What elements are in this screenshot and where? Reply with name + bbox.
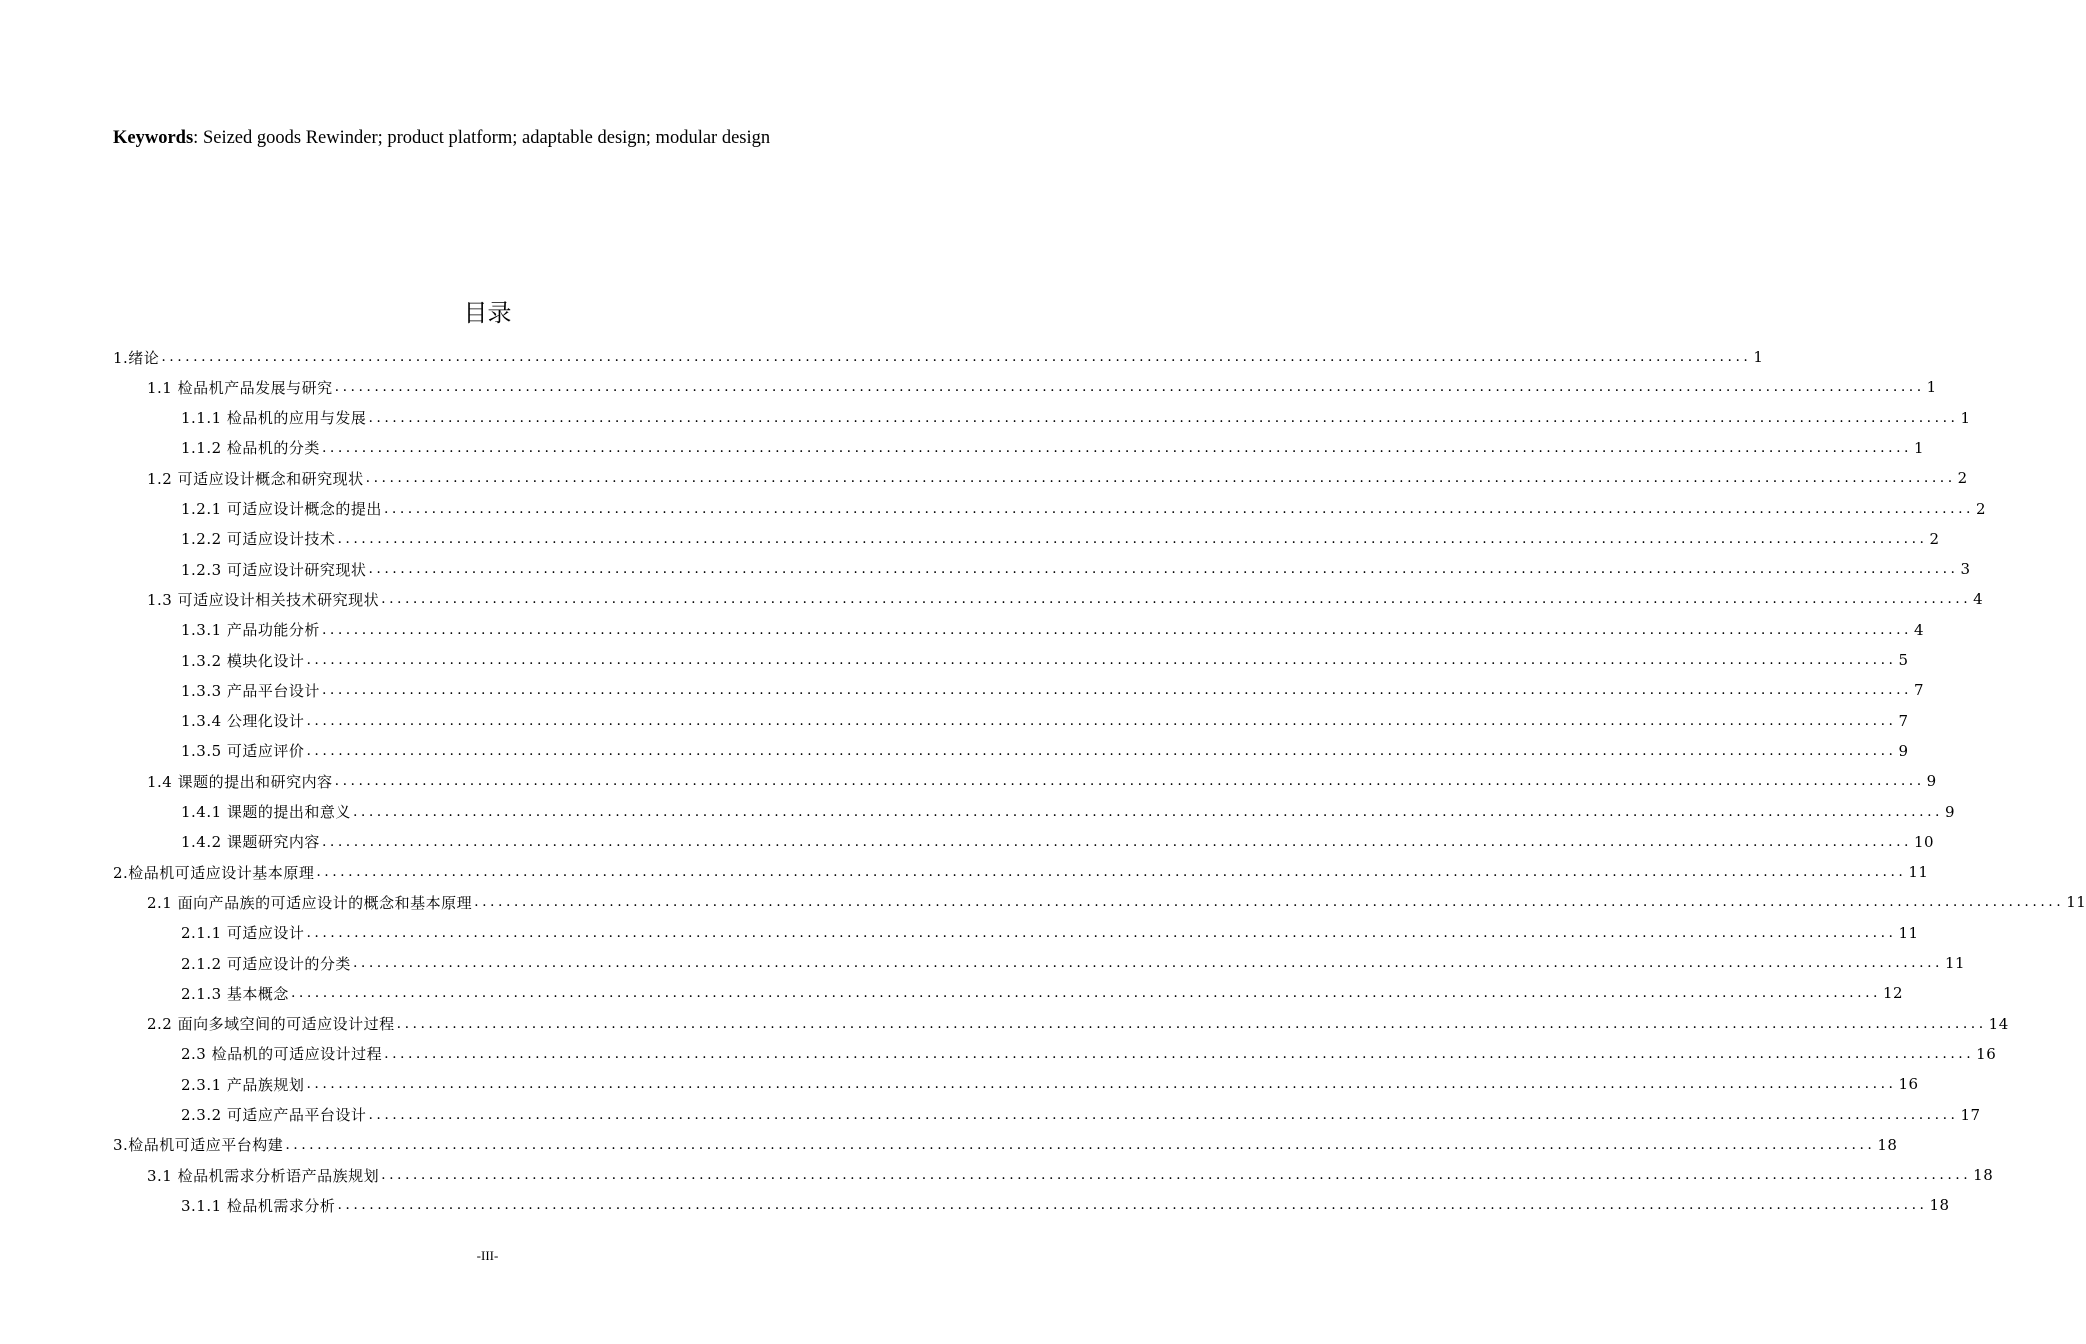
toc-dot-leader: ........................................................................................................................................................................................................ bbox=[381, 1167, 1972, 1184]
toc-entry[interactable] bbox=[181, 433, 1925, 463]
toc-entry-title: 1.3.3 产品平台设计 bbox=[181, 681, 320, 700]
toc-entry[interactable] bbox=[181, 978, 1904, 1008]
toc-entry[interactable] bbox=[147, 1160, 1994, 1190]
toc-dot-leader: ........................................................................................................................................................................................................ bbox=[384, 1045, 1975, 1062]
toc-dot-leader: ........................................................................................................................................................................................................ bbox=[161, 349, 1752, 365]
toc-entry-page: 17 bbox=[1960, 1105, 1981, 1124]
toc-entry[interactable] bbox=[181, 494, 1987, 524]
toc-entry-page: 2 bbox=[1957, 469, 1968, 488]
page-number: -III- bbox=[476, 1248, 499, 1263]
toc-entry-title: 1.绪论 bbox=[113, 348, 160, 367]
toc-entry-page: 5 bbox=[1898, 651, 1909, 669]
toc-entry-page: 9 bbox=[1944, 802, 1956, 821]
toc-entry-page: 7 bbox=[1898, 711, 1909, 730]
toc-entry-title: 1.2 可适应设计概念和研究现状 bbox=[147, 469, 364, 488]
toc-entry-page: 11 bbox=[1908, 863, 1929, 882]
toc-entry-title: 2.3.1 产品族规划 bbox=[181, 1075, 305, 1094]
toc-entry-page: 16 bbox=[1976, 1044, 1997, 1063]
toc-entry-page: 9 bbox=[1926, 772, 1937, 791]
toc-entry-title: 1.1 检品机产品发展与研究 bbox=[147, 378, 333, 397]
toc-entry[interactable] bbox=[147, 372, 1937, 402]
toc-entry-title: 2.1 面向产品族的可适应设计的概念和基本原理 bbox=[147, 893, 473, 912]
toc-entry-page: 18 bbox=[1877, 1135, 1898, 1154]
toc-dot-leader: ........................................................................................................................................................................................................ bbox=[352, 955, 1943, 971]
toc-entry-page: 12 bbox=[1882, 984, 1904, 1003]
toc-dot-leader: ........................................................................................................................................................................................................ bbox=[334, 379, 1925, 396]
toc-entry[interactable] bbox=[181, 524, 1940, 554]
toc-dot-leader: ........................................................................................................................................................................................................ bbox=[352, 803, 1943, 820]
toc-entry-page: 16 bbox=[1898, 1075, 1919, 1094]
toc-entry-title: 2.3 检品机的可适应设计过程 bbox=[181, 1045, 383, 1064]
toc-dot-leader: ........................................................................................................................................................................................................ bbox=[368, 561, 1959, 578]
toc-dot-leader: ........................................................................................................................................................................................................ bbox=[337, 530, 1928, 547]
toc-dot-leader: ........................................................................................................................................................................................................ bbox=[285, 1136, 1876, 1153]
keywords-text: Seized goods Rewinder; product platform; adaptable design; modular design bbox=[198, 128, 771, 148]
toc-entry[interactable] bbox=[181, 554, 1971, 584]
keywords-line bbox=[113, 128, 770, 149]
toc-entry[interactable] bbox=[181, 827, 1935, 857]
toc-entry-title: 1.3.1 产品功能分析 bbox=[181, 621, 320, 640]
toc-entry[interactable] bbox=[113, 857, 1929, 887]
toc-entry-page: 4 bbox=[1913, 620, 1925, 639]
toc-entry[interactable] bbox=[147, 887, 2086, 917]
toc-entry-title: 1.2.1 可适应设计概念的提出 bbox=[181, 500, 382, 518]
toc-entry-page: 2 bbox=[1975, 499, 1987, 518]
toc-entry[interactable] bbox=[181, 645, 1909, 675]
toc-dot-leader: ........................................................................................................................................................................................................ bbox=[337, 1197, 1928, 1214]
toc-entry-title: 1.4 课题的提出和研究内容 bbox=[147, 772, 333, 791]
toc-entry-title: 2.1.1 可适应设计 bbox=[181, 924, 305, 943]
toc-entry[interactable] bbox=[181, 948, 1966, 978]
toc-entry[interactable] bbox=[181, 706, 1909, 736]
toc-entry[interactable] bbox=[147, 584, 1984, 614]
toc-entry-page: 11 bbox=[1944, 954, 1966, 972]
toc-entry-title: 1.3 可适应设计相关技术研究现状 bbox=[147, 590, 380, 609]
toc-dot-leader: ........................................................................................................................................................................................................ bbox=[306, 652, 1897, 668]
keywords-label: Keywords bbox=[113, 128, 194, 148]
toc-dot-leader: ........................................................................................................................................................................................................ bbox=[334, 773, 1925, 790]
toc-entry[interactable] bbox=[113, 342, 1764, 372]
toc-dot-leader: ........................................................................................................................................................................................................ bbox=[381, 591, 1972, 608]
toc-dot-leader: ........................................................................................................................................................................................................ bbox=[365, 470, 1956, 487]
toc-dot-leader: ........................................................................................................................................................................................................ bbox=[368, 1106, 1959, 1123]
toc-entry-page: 7 bbox=[1913, 681, 1925, 700]
toc-entry-page: 1 bbox=[1913, 438, 1925, 457]
toc-entry[interactable] bbox=[113, 1130, 1898, 1160]
toc-dot-leader: ........................................................................................................................................................................................................ bbox=[321, 439, 1912, 456]
toc-entry-title: 1.1.1 检品机的应用与发展 bbox=[181, 409, 367, 428]
toc-dot-leader: ........................................................................................................................................................................................................ bbox=[306, 1076, 1897, 1093]
toc-entry-title: 3.1.1 检品机需求分析 bbox=[181, 1196, 336, 1215]
toc-entry-page: 10 bbox=[1913, 832, 1935, 851]
toc-entry[interactable] bbox=[147, 463, 1968, 493]
toc-entry-page: 1 bbox=[1960, 408, 1971, 427]
toc-dot-leader: ........................................................................................................................................................................................................ bbox=[368, 409, 1959, 426]
toc-entry-title: 1.3.5 可适应评价 bbox=[181, 742, 305, 761]
toc-entry-title: 1.4.2 课题研究内容 bbox=[181, 833, 320, 852]
toc-entry-title: 2.3.2 可适应产品平台设计 bbox=[181, 1106, 367, 1124]
toc-entry-title: 2.1.3 基本概念 bbox=[181, 984, 289, 1003]
toc-entry[interactable] bbox=[181, 736, 1909, 766]
toc-dot-leader: ........................................................................................................................................................................................................ bbox=[290, 985, 1881, 1002]
toc-entry-title: 1.3.2 模块化设计 bbox=[181, 651, 305, 670]
keywords-separator: : bbox=[193, 128, 199, 148]
toc-entry[interactable] bbox=[181, 918, 1919, 948]
toc-entry-page: 11 bbox=[1898, 923, 1919, 942]
toc-entry-title: 2.2 面向多域空间的可适应设计过程 bbox=[147, 1015, 395, 1034]
toc-entry[interactable] bbox=[181, 1039, 1997, 1069]
toc-entry-page: 1 bbox=[1753, 348, 1764, 366]
toc-dot-leader: ........................................................................................................................................................................................................ bbox=[321, 682, 1912, 699]
toc-entry-title: 2.1.2 可适应设计的分类 bbox=[181, 954, 351, 973]
toc-entry[interactable] bbox=[181, 675, 1925, 705]
toc-dot-leader: ........................................................................................................................................................................................................ bbox=[321, 833, 1912, 850]
toc-dot-leader: ........................................................................................................................................................................................................ bbox=[316, 864, 1907, 881]
toc-entry-title: 3.检品机可适应平台构建 bbox=[113, 1136, 284, 1155]
toc-entry[interactable] bbox=[147, 1009, 2009, 1039]
toc-title: 目录 bbox=[463, 299, 512, 327]
toc-dot-leader: ........................................................................................................................................................................................................ bbox=[306, 742, 1897, 759]
toc-dot-leader: ........................................................................................................................................................................................................ bbox=[306, 712, 1897, 729]
toc-entry-title: 1.3.4 公理化设计 bbox=[181, 712, 305, 731]
toc-entry[interactable] bbox=[181, 615, 1925, 645]
toc-entry[interactable] bbox=[147, 766, 1937, 796]
toc-entry[interactable] bbox=[181, 1100, 1981, 1130]
toc-entry-title: 2.检品机可适应设计基本原理 bbox=[113, 863, 315, 882]
toc-entry-page: 4 bbox=[1973, 590, 1984, 609]
toc-dot-leader: ........................................................................................................................................................................................................ bbox=[383, 500, 1974, 517]
toc-entry[interactable] bbox=[181, 1190, 1950, 1220]
toc-entry-page: 11 bbox=[2066, 893, 2086, 912]
toc-dot-leader: ........................................................................................................................................................................................................ bbox=[321, 621, 1912, 638]
toc-entry[interactable] bbox=[181, 1069, 1919, 1099]
toc-entry-title: 1.2.2 可适应设计技术 bbox=[181, 530, 336, 549]
toc-entry-title: 1.1.2 检品机的分类 bbox=[181, 439, 320, 458]
toc-entry-title: 1.2.3 可适应设计研究现状 bbox=[181, 560, 367, 579]
toc-entry-page: 3 bbox=[1960, 560, 1971, 579]
toc-dot-leader: ........................................................................................................................................................................................................ bbox=[474, 894, 2065, 911]
toc-entry-page: 14 bbox=[1988, 1014, 2009, 1033]
toc-dot-leader: ........................................................................................................................................................................................................ bbox=[306, 924, 1897, 941]
toc-entry-title: 3.1 检品机需求分析语产品族规划 bbox=[147, 1166, 380, 1185]
toc-entry[interactable] bbox=[181, 797, 1956, 827]
toc-entry-page: 1 bbox=[1926, 378, 1937, 397]
toc-entry-page: 2 bbox=[1929, 529, 1940, 548]
toc-entry-page: 18 bbox=[1973, 1166, 1994, 1185]
toc-entry-page: 9 bbox=[1898, 741, 1909, 760]
toc-entry-title: 1.4.1 课题的提出和意义 bbox=[181, 803, 351, 821]
toc-entry[interactable] bbox=[181, 403, 1971, 433]
toc-entry-page: 18 bbox=[1929, 1196, 1950, 1215]
toc-dot-leader: ........................................................................................................................................................................................................ bbox=[396, 1015, 1987, 1032]
